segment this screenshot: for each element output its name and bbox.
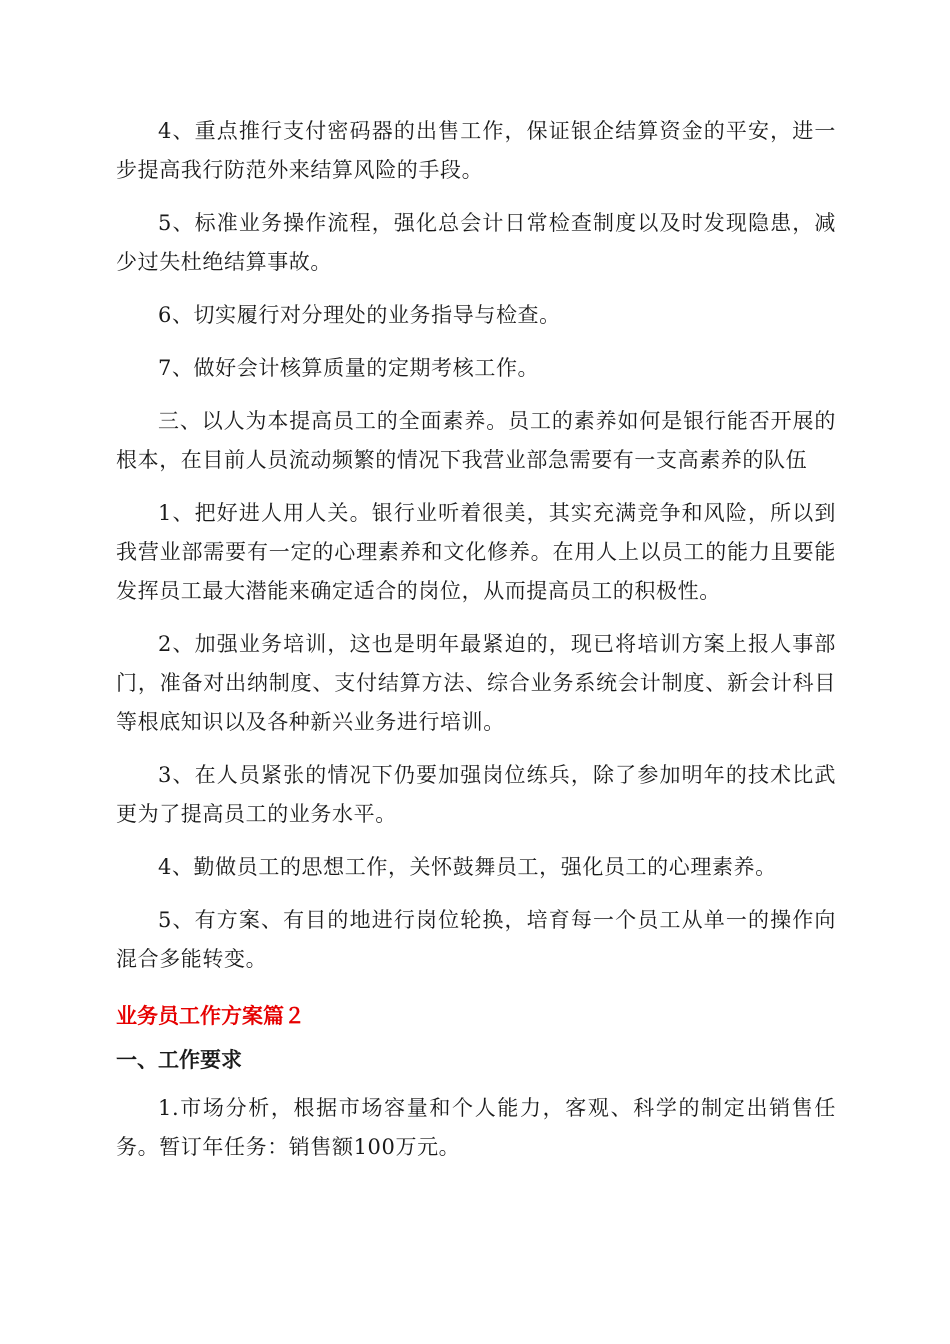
section-title: 业务员工作方案篇２: [116, 1004, 305, 1028]
sub-heading: 一、工作要求: [116, 1048, 242, 1072]
paragraph: 3、在人员紧张的情况下仍要加强岗位练兵，除了参加明年的技术比武更为了提高员工的业务水平。: [116, 763, 836, 826]
paragraph: 三、以人为本提高员工的全面素养。员工的素养如何是银行能否开展的根本，在目前人员流动频繁的情况下我营业部急需要有一支高素养的队伍: [116, 409, 836, 472]
document-content: [116, 112, 836, 1181]
paragraph: 5、标准业务操作流程，强化总会计日常检查制度以及时发现隐患，减少过失杜绝结算事故。: [116, 211, 836, 274]
paragraph: 1.市场分析，根据市场容量和个人能力，客观、科学的制定出销售任务。暂订年任务：销售额100万元。: [116, 1096, 836, 1159]
paragraph: 7、做好会计核算质量的定期考核工作。: [158, 356, 540, 380]
paragraph: 1、把好进人用人关。银行业听着很美，其实充满竞争和风险，所以到我营业部需要有一定的心理素养和文化修养。在用人上以员工的能力且要能发挥员工最大潜能来确定适合的岗位，从而提高员工的积极性。: [116, 501, 836, 603]
paragraph: 4、重点推行支付密码器的出售工作，保证银企结算资金的平安，进一步提高我行防范外来结算风险的手段。: [116, 119, 836, 182]
paragraph: 6、切实履行对分理处的业务指导与检查。: [158, 303, 561, 327]
paragraph: 2、加强业务培训，这也是明年最紧迫的，现已将培训方案上报人事部门，准备对出纳制度、支付结算方法、综合业务系统会计制度、新会计科目等根底知识以及各种新兴业务进行培训。: [116, 632, 836, 734]
paragraph: 4、勤做员工的思想工作，关怀鼓舞员工，强化员工的心理素养。: [158, 855, 777, 879]
paragraph: 5、有方案、有目的地进行岗位轮换，培育每一个员工从单一的操作向混合多能转变。: [116, 908, 836, 971]
